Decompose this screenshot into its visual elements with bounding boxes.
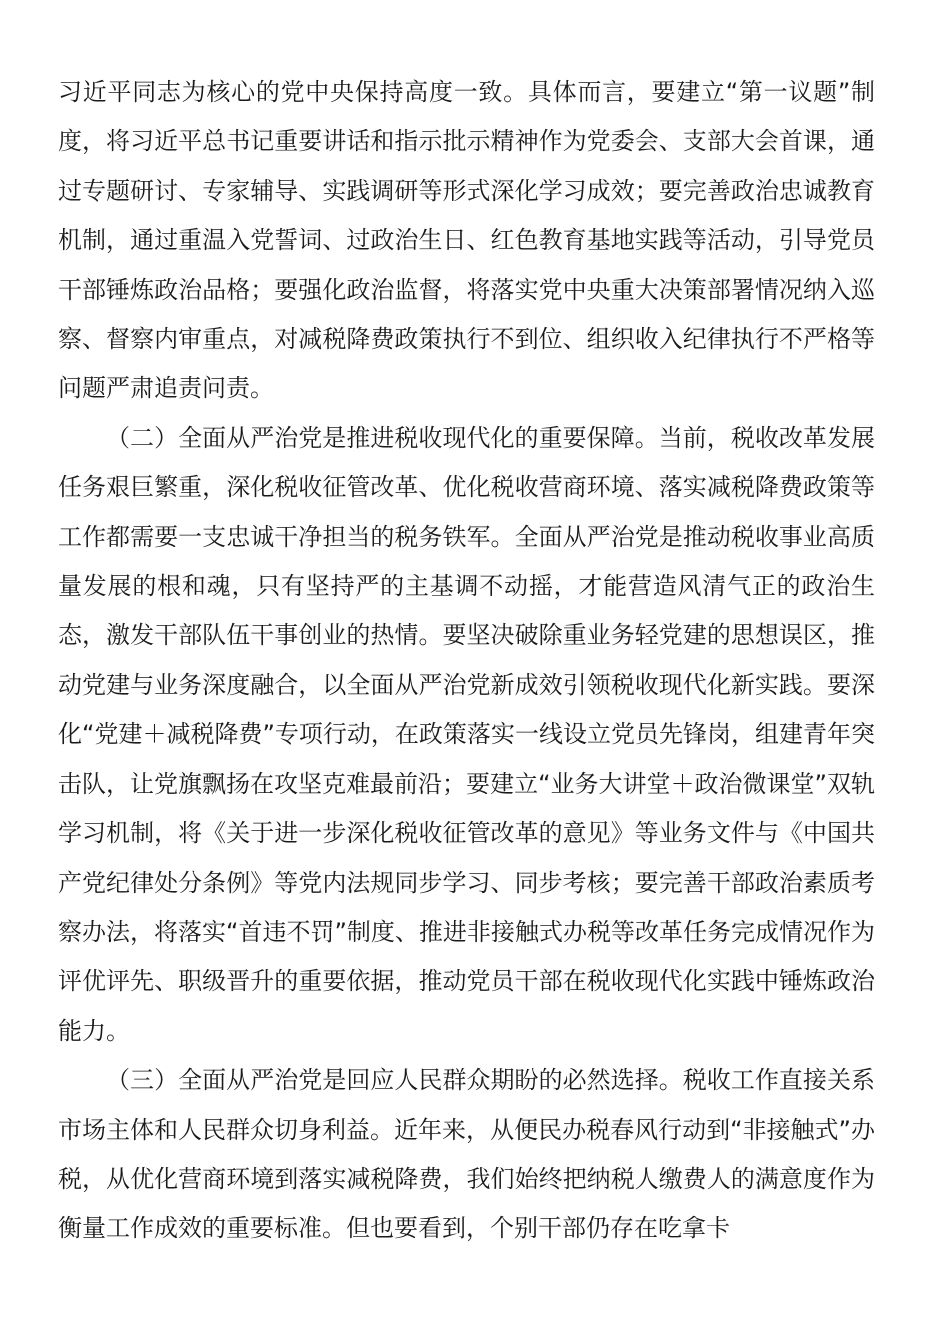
paragraph-section-3-public-expectations: （三）全面从严治党是回应人民群众期盼的必然选择。税收工作直接关系市场主体和人民群众切身利益。近年来，从便民办税春风行动到“非接触式”办税，从优化营商环境到落实减税降费，我们始终把纳税人缴费人的满意度作为衡量工作成效的重要标准。但也要看到，个别干部仍存在吃拿卡 <box>58 1066 875 1243</box>
document-body <box>58 68 875 1254</box>
paragraph-party-leadership-continued: 习近平同志为核心的党中央保持高度一致。具体而言，要建立“第一议题”制度，将习近平总书记重要讲话和指示批示精神作为党委会、支部大会首课，通过专题研讨、专家辅导、实践调研等形式深化学习成效；要完善政治忠诚教育机制，通过重温入党誓词、过政治生日、红色教育基地实践等活动，引导党员干部锤炼政治品格；要强化政治监督，将落实党中央重大决策部署情况纳入巡察、督察内审重点，对减税降费政策执行不到位、组织收入纪律执行不严格等问题严肃追责问责。 <box>58 78 875 403</box>
paragraph-section-2-tax-modernization: （二）全面从严治党是推进税收现代化的重要保障。当前，税收改革发展任务艰巨繁重，深化税收征管改革、优化税收营商环境、落实减税降费政策等工作都需要一支忠诚干净担当的税务铁军。全面从严治党是推动税收事业高质量发展的根和魂，只有坚持严的主基调不动摇，才能营造风清气正的政治生态，激发干部队伍干事创业的热情。要坚决破除重业务轻党建的思想误区，推动党建与业务深度融合，以全面从严治党新成效引领税收现代化新实践。要深化“党建＋减税降费”专项行动，在政策落实一线设立党员先锋岗，组建青年突击队，让党旗飘扬在攻坚克难最前沿；要建立“业务大讲堂＋政治微课堂”双轨学习机制，将《关于进一步深化税收征管改革的意见》等业务文件与《中国共产党纪律处分条例》等党内法规同步学习、同步考核；要完善干部政治素质考察办法，将落实“首违不罚”制度、推进非接触式办税等改革任务完成情况作为评优评先、职级晋升的重要依据，推动党员干部在税收现代化实践中锤炼政治能力。 <box>58 423 875 1045</box>
